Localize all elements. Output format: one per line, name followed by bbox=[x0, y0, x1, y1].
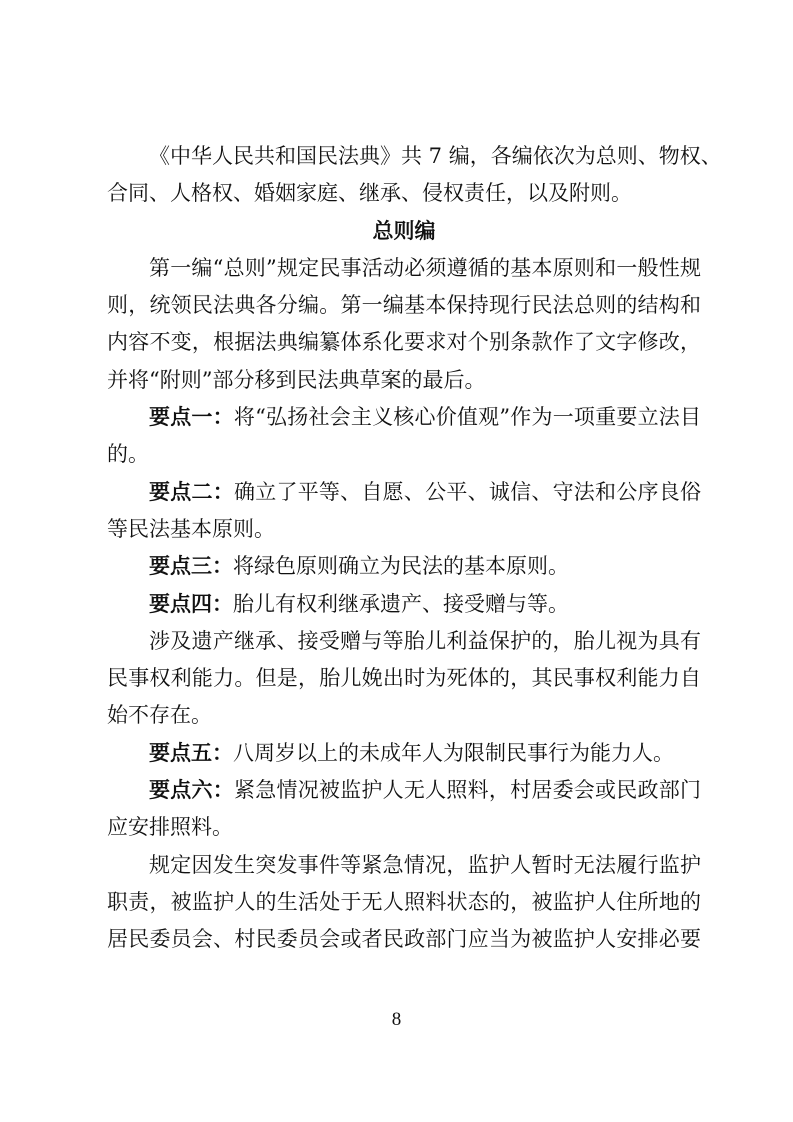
text-line: 应安排照料。 bbox=[107, 815, 233, 840]
text-line: 始不存在。 bbox=[107, 703, 212, 728]
key-point-5 bbox=[107, 735, 701, 772]
key-point-label: 要点六： bbox=[149, 778, 234, 803]
key-point-1 bbox=[107, 399, 701, 436]
text-line: 职责，被监护人的生活处于无人照料状态的，被监护人住所地的 bbox=[107, 889, 701, 914]
text-line: 民事权利能力。但是，胎儿娩出时为死体的，其民事权利能力自 bbox=[107, 666, 701, 691]
text-line: 规定因发生突发事件等紧急情况，监护人暂时无法履行监护 bbox=[149, 852, 701, 877]
key-point-text: 确立了平等、自愿、公平、诚信、守法和公序良俗 bbox=[233, 479, 702, 504]
key-point-3 bbox=[107, 548, 701, 585]
text-line: 内容不变，根据法典编纂体系化要求对个别条款作了文字修改， bbox=[107, 330, 701, 355]
key-point-label: 要点一： bbox=[149, 405, 234, 430]
key-point-4 bbox=[107, 586, 701, 623]
text-line: 合同、人格权、婚姻家庭、继承、侵权责任，以及附则。 bbox=[107, 181, 632, 206]
section-heading: 总则编 bbox=[372, 218, 436, 243]
page-number: 8 bbox=[391, 1009, 402, 1030]
text-line: 第一编“总则”规定民事活动必须遵循的基本原则和一般性规 bbox=[149, 255, 701, 280]
text-line: 涉及遗产继承、接受赠与等胎儿利益保护的，胎儿视为具有 bbox=[149, 628, 701, 653]
text-line: 《中华人民共和国民法典》共 7 编，各编依次为总则、物权、 bbox=[149, 144, 722, 168]
key-point-text: 将“弘扬社会主义核心价值观”作为一项重要立法目 bbox=[233, 405, 701, 430]
text-line: 的。 bbox=[107, 442, 149, 467]
key-point-text: 胎儿有权利继承遗产、接受赠与等。 bbox=[233, 591, 569, 616]
key-point-label: 要点五： bbox=[149, 740, 233, 765]
text-line: 并将“附则”部分移到民法典草案的最后。 bbox=[107, 367, 486, 392]
key-point-label: 要点二： bbox=[149, 479, 234, 504]
text-line: 等民法基本原则。 bbox=[107, 516, 275, 541]
key-point-label: 要点三： bbox=[149, 554, 233, 579]
document-body bbox=[107, 138, 722, 959]
key-point-label: 要点四： bbox=[149, 591, 233, 616]
key-point-2 bbox=[107, 474, 701, 511]
key-point-text: 紧急情况被监护人无人照料，村居委会或民政部门 bbox=[233, 778, 702, 803]
key-point-6 bbox=[107, 772, 701, 809]
key-point-text: 八周岁以上的未成年人为限制民事行为能力人。 bbox=[233, 740, 674, 765]
text-line: 则，统领民法典各分编。第一编基本保持现行民法总则的结构和 bbox=[107, 293, 701, 318]
key-point-text: 将绿色原则确立为民法的基本原则。 bbox=[233, 554, 569, 579]
text-line: 居民委员会、村民委员会或者民政部门应当为被监护人安排必要 bbox=[107, 927, 701, 952]
